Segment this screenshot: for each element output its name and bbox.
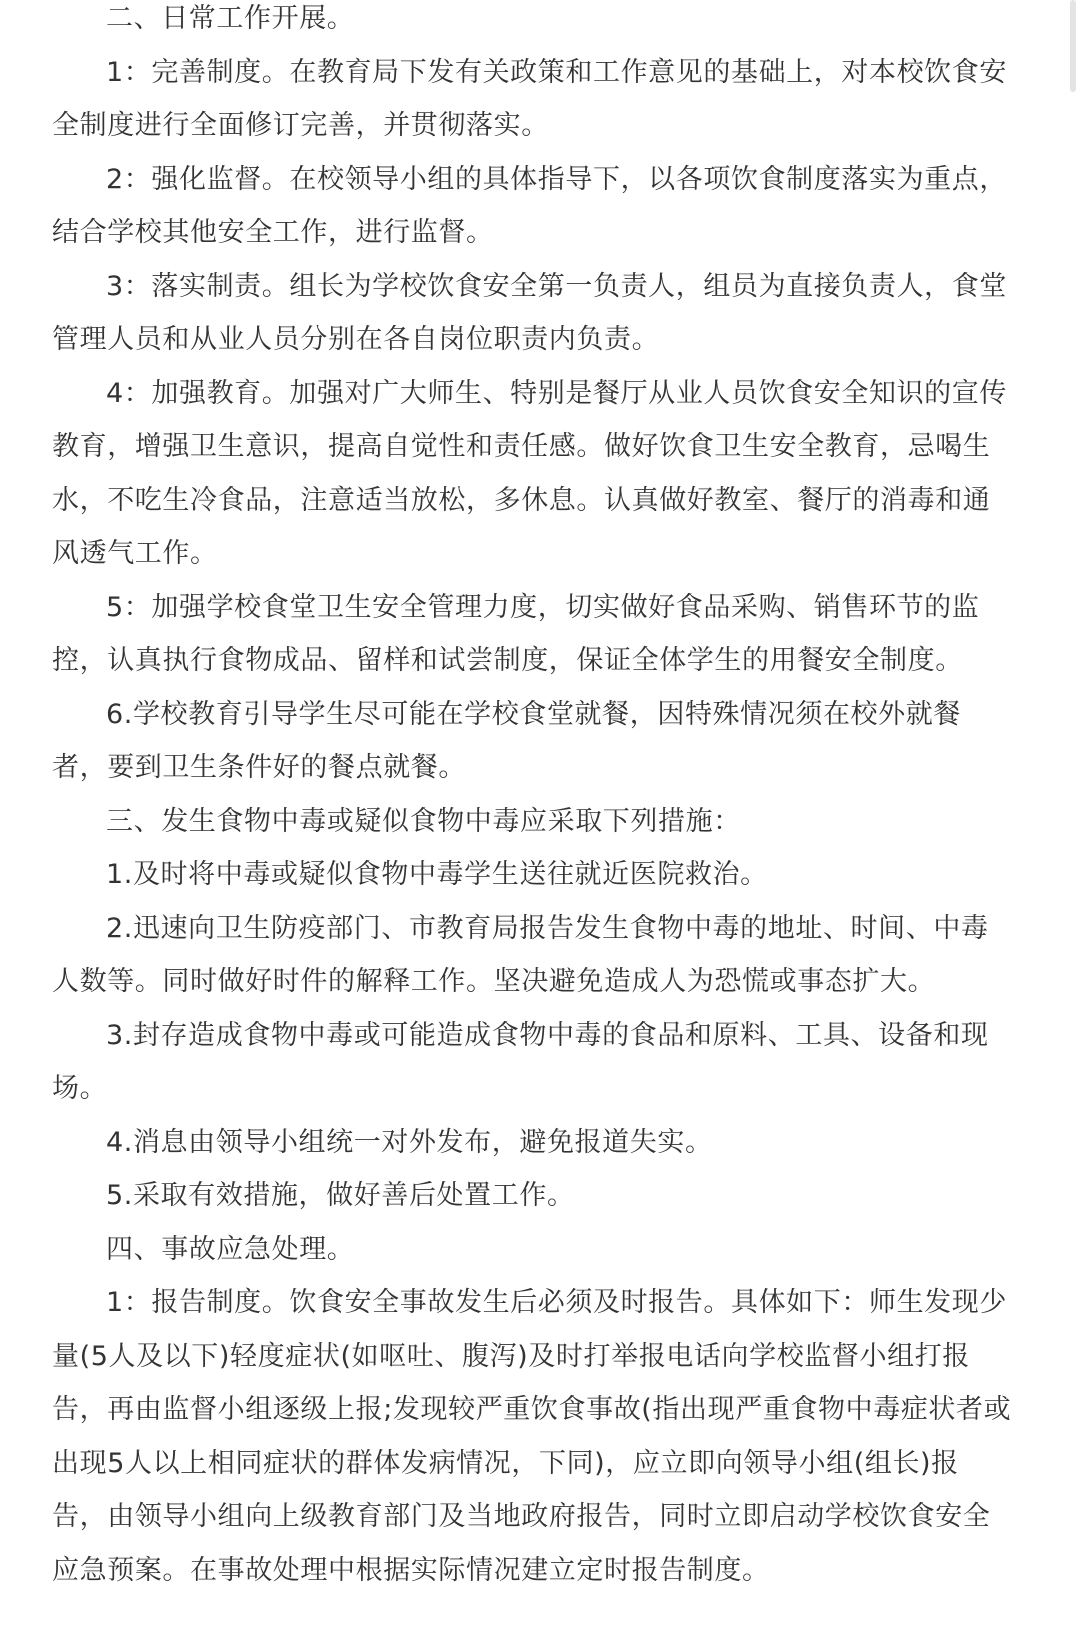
paragraph-unified-release: 4.消息由领导小组统一对外发布，避免报道失实。 — [106, 1126, 713, 1158]
section-heading-emergency-handling: 四、事故应急处理。 — [106, 1233, 355, 1265]
paragraph-reporting-system: 1：报告制度。饮食安全事故发生后必须及时报告。具体如下：师生发现少量(5人及以下)轻度症状(如呕吐、腹泻)及时打举报电话向学校监督小组打报告，再由监督小组逐级上报;发现较严重饮食事故(指出现严重食物中毒症状者或出现5人以上相同症状的群体发病情况，下同)，应立即向领导小组(组长)报告，由领导小组向上级教育部门及当地政府报告，同时立即启动学校饮食安全应急预案。在事故处理中根据实际情况建立定时报告制度。 — [52, 1287, 1012, 1586]
paragraph-canteen-management: 5：加强学校食堂卫生安全管理力度，切实做好食品采购、销售环节的监控，认真执行食物成品、留样和试尝制度，保证全体学生的用餐安全制度。 — [52, 591, 980, 676]
paragraph-seal-site: 3.封存造成食物中毒或可能造成食物中毒的食品和原料、工具、设备和现场。 — [52, 1019, 989, 1104]
paragraph-improve-system: 1：完善制度。在教育局下发有关政策和工作意见的基础上，对本校饮食安全制度进行全面修订完善，并贯彻落实。 — [52, 56, 1007, 141]
paragraph-aftermath: 5.采取有效措施，做好善后处置工作。 — [106, 1180, 575, 1211]
paragraph-hospital-treatment: 1.及时将中毒或疑似食物中毒学生送往就近医院救治。 — [106, 859, 768, 890]
document-body — [52, 0, 1012, 1597]
section-heading-poisoning-measures: 三、发生食物中毒或疑似食物中毒应采取下列措施： — [106, 805, 741, 837]
paragraph-strengthen-education: 4：加强教育。加强对广大师生、特别是餐厅从业人员饮食安全知识的宣传教育，增强卫生意识，提高自觉性和责任感。做好饮食卫生安全教育，忌喝生水，不吃生冷食品，注意适当放松，多休息。认真做好教室、餐厅的消毒和通风透气工作。 — [52, 377, 1007, 569]
paragraph-implement-responsibility: 3：落实制责。组长为学校饮食安全第一负责人，组员为直接负责人，食堂管理人员和从业人员分别在各自岗位职责内负责。 — [52, 270, 1007, 355]
paragraph-report-departments: 2.迅速向卫生防疫部门、市教育局报告发生食物中毒的地址、时间、中毒人数等。同时做好时件的解释工作。坚决避免造成人为恐慌或事态扩大。 — [52, 912, 989, 997]
paragraph-dining-guidance: 6.学校教育引导学生尽可能在学校食堂就餐，因特殊情况须在校外就餐者，要到卫生条件好的餐点就餐。 — [52, 698, 961, 783]
paragraph-strengthen-supervision: 2：强化监督。在校领导小组的具体指导下，以各项饮食制度落实为重点，结合学校其他安全工作，进行监督。 — [52, 163, 1007, 248]
scrollbar-thumb[interactable] — [1070, 0, 1076, 92]
section-heading-daily-work: 二、日常工作开展。 — [106, 3, 355, 34]
